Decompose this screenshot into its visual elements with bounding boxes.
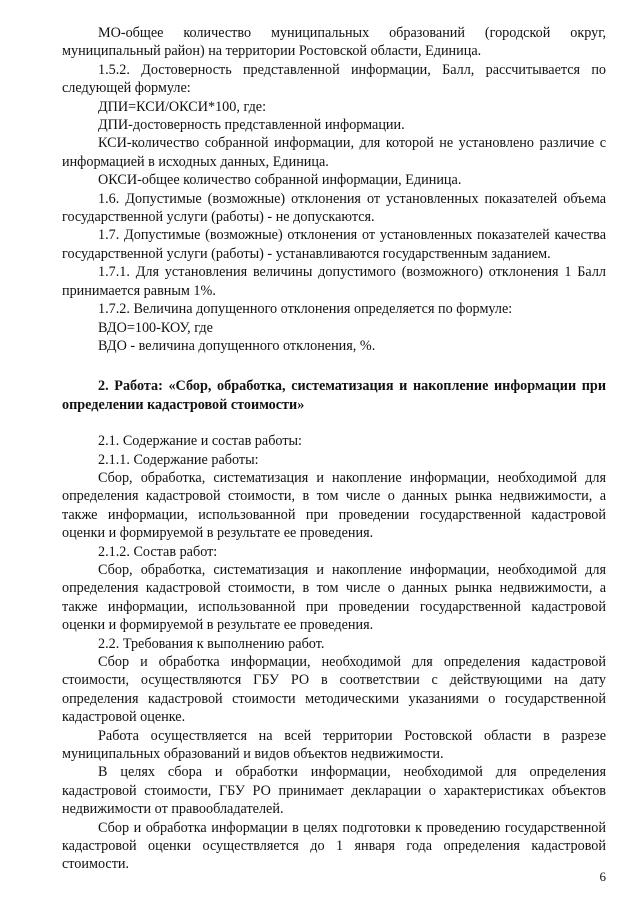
paragraph-2-1-2: 2.1.2. Состав работ: — [98, 543, 218, 560]
paragraph-work-content: Сбор, обработка, систематизация и накопление информации, необходимой для определения кадастровой стоимости, в том числе о данных рынка недвижимости, а также информации, использованной при проведении государственной кадастровой оценки и формируемой в результате ее проведения. — [62, 469, 606, 542]
paragraph-mo-definition: МО-общее количество муниципальных образований (городской округ, муниципальный район) на территории Ростовской области, Единица. — [62, 25, 606, 60]
spacer — [62, 414, 606, 432]
paragraph-requirements: Сбор и обработка информации, необходимой для определения кадастровой стоимости, осуществляются ГБУ РО в соответствии с действующими на дату определения кадастровой стоимости методическими указаниями о государственной кадастровой оценке. — [62, 654, 606, 726]
paragraph-2-2: 2.2. Требования к выполнению работ. — [98, 635, 325, 652]
paragraph-2-1-1: 2.1.1. Содержание работы: — [98, 451, 259, 468]
paragraph-1-7: 1.7. Допустимые (возможные) отклонения от установленных показателей качества государственной услуги (работы) - устанавливаются государственным заданием. — [62, 227, 606, 262]
spacer — [62, 355, 606, 377]
paragraph-2-1: 2.1. Содержание и состав работы: — [98, 433, 303, 450]
formula-vdo: ВДО=100-КОУ, где — [98, 319, 213, 336]
paragraph-vdo-definition: ВДО - величина допущенного отклонения, %. — [98, 337, 376, 354]
paragraph-ksi-definition: КСИ-количество собранной информации, для которой не установлено различие с информацией в исходных данных, Единица. — [62, 135, 606, 170]
paragraph-oksi-definition: ОКСИ-общее количество собранной информации, Единица. — [98, 172, 462, 189]
paragraph-1-7-2: 1.7.2. Величина допущенного отклонения определяется по формуле: — [98, 301, 513, 318]
paragraph-dpi-definition: ДПИ-достоверность представленной информации. — [98, 117, 405, 134]
paragraph-territory: Работа осуществляется на всей территории Ростовской области в разрезе муниципальных образований и видов объектов недвижимости. — [62, 727, 606, 763]
section-heading-2: 2. Работа: «Сбор, обработка, систематизация и накопление информации при определении кадастровой стоимости» — [62, 378, 606, 413]
formula-dpi: ДПИ=КСИ/ОКСИ*100, где: — [98, 98, 267, 115]
paragraph-1-7-1: 1.7.1. Для установления величины допустимого (возможного) отклонения 1 Балл принимается равным 1%. — [62, 264, 606, 299]
paragraph-declarations: В целях сбора и обработки информации, необходимой для определения кадастровой стоимости, ГБУ РО принимает декларации о характеристиках объектов недвижимости от правообладателей. — [62, 764, 606, 818]
page-number: 6 — [599, 869, 606, 884]
paragraph-1-5-2: 1.5.2. Достоверность представленной информации, Балл, рассчитывается по следующей формуле: — [62, 61, 606, 97]
paragraph-1-6: 1.6. Допустимые (возможные) отклонения от установленных показателей объема государственной услуги (работы) - не допускаются. — [62, 190, 606, 226]
paragraph-work-composition: Сбор, обработка, систематизация и накопление информации, необходимой для определения кадастровой стоимости, в том числе о данных рынка недвижимости, а также информации, использованной при проведении государственной кадастровой оценки и формируемой в результате ее проведения. — [62, 561, 606, 634]
paragraph-deadline: Сбор и обработка информации в целях подготовки к проведению государственной кадастровой оценки осуществляется до 1 января года определения кадастровой стоимости. — [62, 819, 606, 873]
